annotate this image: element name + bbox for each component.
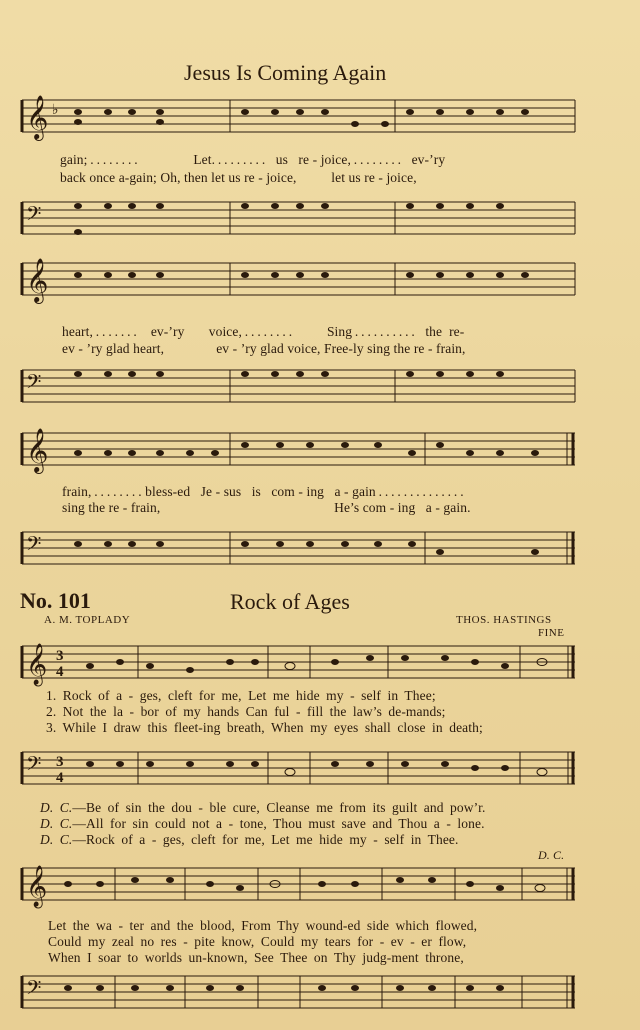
svg-text:𝄢: 𝄢 [26,534,42,560]
author: A. M. TOPLADY [44,614,131,626]
time-sig-bottom: 4 [56,664,64,680]
staff-bass-3 [0,522,640,582]
verse-3: 3. While I draw this fleet-ing breath, When my eyes shall close in death; [46,720,483,735]
hymn1-s3-line1: frain, . . . . . . . . bless-ed Je - sus is com - ing a - gain . . . . . . . . . . . . . . [62,484,464,499]
svg-text:𝄢: 𝄢 [26,204,42,230]
staff-bass-5 [0,966,640,1026]
svg-text:𝄞: 𝄞 [26,866,48,906]
hymn1-s1-line2: back once a-gain; Oh, then let us re - joice, let us re - joice, [60,170,417,185]
staff-treble-1 [0,92,640,152]
hymn-number: No. 101 [20,588,91,613]
hymn1-s1-line1: gain; . . . . . . . . Let. . . . . . . . . us re - joice, . . . . . . . . ev-’ry [60,152,446,167]
staff-treble-5 [0,862,640,912]
staff-bass-2 [0,360,640,420]
svg-text:𝄞: 𝄞 [26,430,49,472]
svg-text:𝄞: 𝄞 [26,260,49,302]
svg-text:𝄢: 𝄢 [26,978,42,1004]
staff-treble-3 [0,425,640,485]
hymn1-s2-line2: ev - ’ry glad heart, ev - ’ry glad voice, Free-ly sing the re - frain, [62,341,466,356]
bottom-line-3: When I soar to worlds un-known, See Thee on Thy judg-ment throne, [48,950,464,965]
dc-mark: D. C. [538,848,565,862]
dc-line-3: D. C.—Rock of a - ges, cleft for me, Let me hide my - self in Thee. [40,832,459,847]
verse-2: 2. Not the la - bor of my hands Can ful - fill the law’s de-mands; [46,704,446,719]
dc-line-1: D. C.—Be of sin the dou - ble cure, Cleanse me from its guilt and pow’r. [40,800,486,815]
staff-treble-2 [0,255,640,315]
hymn1-s3-line2: sing the re - frain, He’s com - ing a - gain. [62,500,471,515]
hymn-title: Jesus Is Coming Again [184,60,387,85]
staff-treble-4 [0,640,640,690]
verse-1: 1. Rock of a - ges, cleft for me, Let me hide my - self in Thee; [46,688,436,703]
time-sig-top: 3 [56,648,64,664]
svg-text:♭: ♭ [52,103,59,118]
dc-line-2: D. C.—All for sin could not a - tone, Thou must save and Thou a - lone. [40,816,485,831]
svg-text:𝄢: 𝄢 [26,372,42,398]
bottom-line-2: Could my zeal no res - pite know, Could my tears for - ev - er flow, [48,934,467,949]
svg-text:𝄞: 𝄞 [26,644,48,684]
time-sig-bottom-bass: 4 [56,770,64,786]
svg-text:𝄢: 𝄢 [26,754,42,780]
staff-bass-1 [0,192,640,252]
composer: THOS. HASTINGS [456,614,552,626]
hymn-title-2: Rock of Ages [230,589,350,614]
fine-mark: FINE [538,627,565,639]
svg-text:𝄞: 𝄞 [26,97,49,139]
staff-bass-4 [0,742,640,798]
time-sig-top-bass: 3 [56,754,64,770]
bottom-line-1: Let the wa - ter and the blood, From Thy wound-ed side which flowed, [48,918,478,933]
hymn1-s2-line1: heart, . . . . . . . ev-’ry voice, . . . . . . . . Sing . . . . . . . . . . the re- [62,324,465,339]
